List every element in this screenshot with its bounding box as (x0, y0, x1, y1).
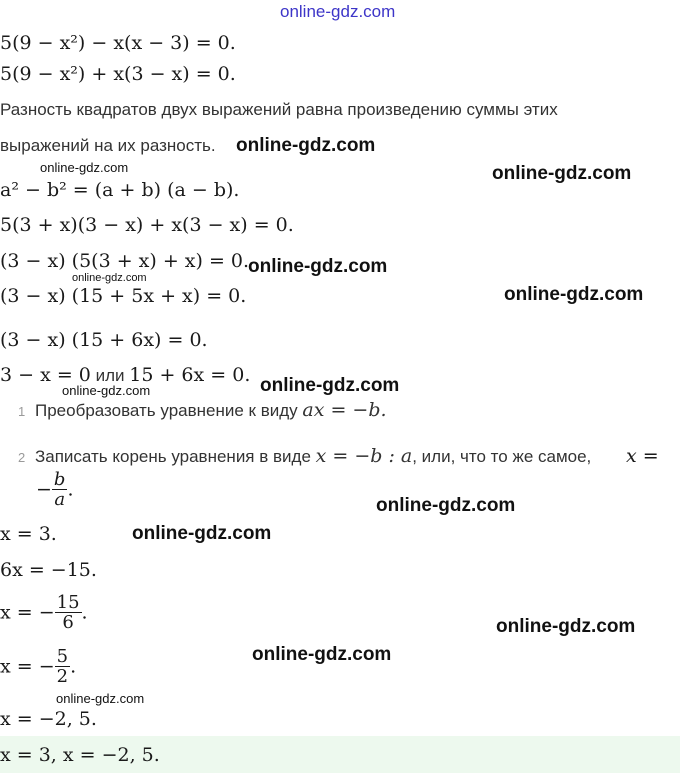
rule-text-line-1: Разность квадратов двух выражений равна произведению суммы этих (0, 100, 558, 119)
minus-sign: − (36, 478, 52, 501)
step-2-label: Записать корень уравнения в виде (35, 447, 316, 466)
watermark: online-gdz.com (132, 523, 272, 544)
watermark: online-gdz.com (236, 135, 376, 156)
difference-of-squares-formula: a² − b² = (a + b) (a − b). (0, 179, 240, 201)
watermark: online-gdz.com (72, 272, 147, 284)
watermark: online-gdz.com (492, 163, 632, 184)
fraction-numerator: 5 (56, 646, 69, 667)
equation-line-10: 6x = −15. (0, 559, 97, 581)
equation-line-2: 5(9 − x²) + x(3 − x) = 0. (0, 63, 236, 85)
answer-text: x = 3, x = −2, 5. (0, 744, 160, 766)
watermark-top: online-gdz.com (280, 2, 396, 21)
factor-2-equation: 15 + 6x = 0. (129, 364, 251, 386)
step-2-formula-2: x = (626, 445, 659, 467)
watermark: online-gdz.com (56, 691, 145, 706)
step-1-label: Преобразовать уравнение к виду (35, 401, 303, 420)
fraction-numerator: 15 (56, 592, 80, 613)
watermark: online-gdz.com (496, 616, 636, 637)
period: . (70, 655, 77, 678)
step-number: 1 (18, 404, 26, 419)
equation-line-1: 5(9 − x²) − x(x − 3) = 0. (0, 32, 236, 54)
watermark: online-gdz.com (260, 375, 400, 396)
fraction-denominator: 6 (62, 612, 74, 633)
watermark: online-gdz.com (504, 284, 644, 305)
fraction-denominator: 2 (56, 666, 69, 687)
root-2: x = −2, 5. (0, 708, 97, 730)
watermark: online-gdz.com (248, 256, 388, 277)
equation-line-5: (3 − x) (5(3 + x) + x) = 0. (0, 250, 250, 272)
equation-line-4: 5(3 + x)(3 − x) + x(3 − x) = 0. (0, 214, 294, 236)
root-1: x = 3. (0, 523, 57, 545)
fraction-numerator: b (53, 469, 66, 490)
fraction-line-12 (0, 647, 76, 686)
period: . (81, 601, 88, 624)
step-2-label-2: , или, что то же самое, (412, 447, 592, 466)
step-number: 2 (18, 450, 26, 465)
step-1-formula: ax = −b. (302, 399, 387, 421)
or-word: или (90, 366, 130, 385)
watermark: online-gdz.com (252, 644, 392, 665)
equation-line-6: (3 − x) (15 + 5x + x) = 0. (0, 285, 247, 307)
equation-line-7: (3 − x) (15 + 6x) = 0. (0, 329, 208, 351)
step-1-text (35, 399, 387, 422)
fraction-denominator: a (54, 489, 66, 510)
period: . (67, 478, 74, 501)
step-2-formula: x = −b : a (315, 445, 413, 467)
answer-box (0, 736, 680, 773)
watermark: online-gdz.com (62, 383, 151, 398)
step-2-fraction (36, 470, 74, 509)
fraction-line-11 (0, 593, 88, 632)
fraction-prefix: x = − (0, 601, 55, 624)
watermark: online-gdz.com (40, 160, 129, 175)
factor-1-equation: 3 − x = 0 (0, 364, 91, 386)
step-2-text (35, 445, 591, 468)
rule-text-line-2: выражений на их разность. (0, 136, 216, 155)
fraction-prefix: x = − (0, 655, 55, 678)
watermark: online-gdz.com (376, 495, 516, 516)
